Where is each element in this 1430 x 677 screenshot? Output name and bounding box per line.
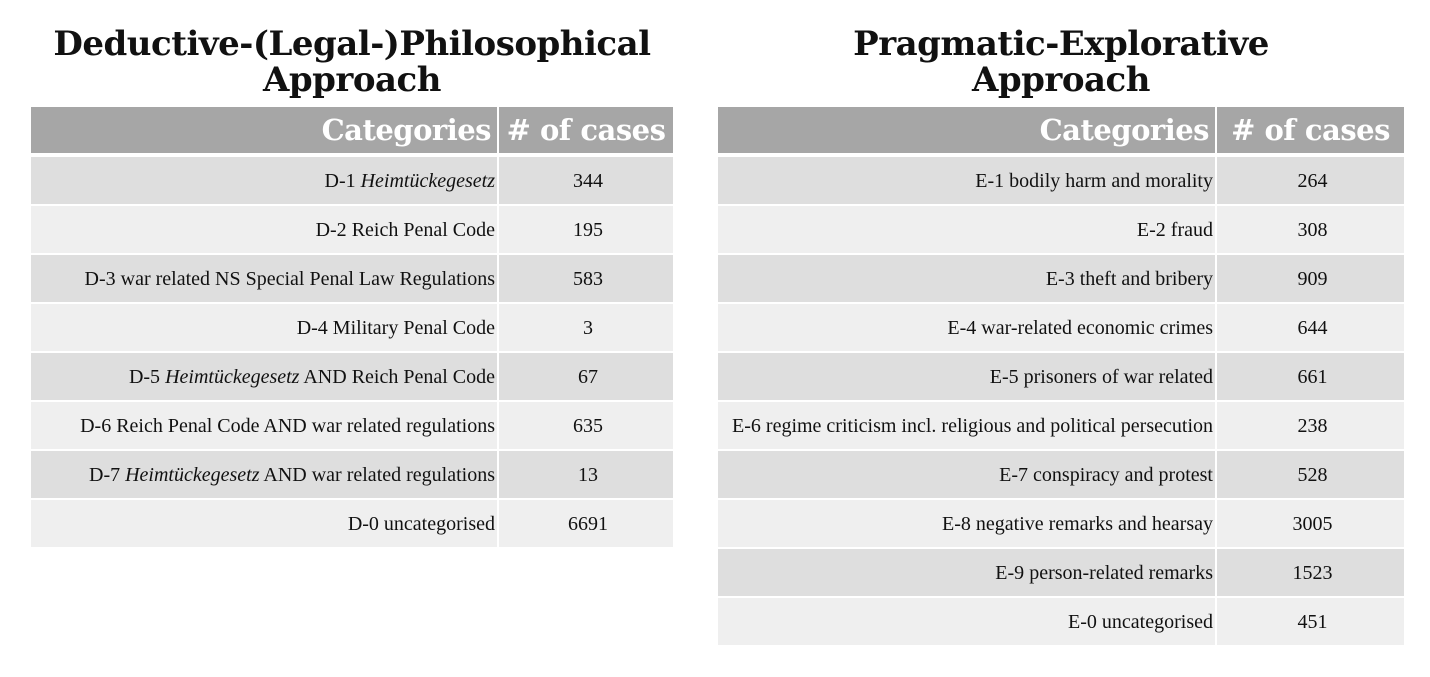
title-line-2: Approach xyxy=(972,60,1150,100)
deductive-table-body xyxy=(31,155,673,548)
category-cell xyxy=(718,303,1216,352)
category-label: Reich Penal Code xyxy=(351,218,495,241)
category-label: AND war related regulations xyxy=(263,463,495,486)
category-label: conspiracy and protest xyxy=(1033,463,1213,486)
category-code: D-2 xyxy=(315,218,347,241)
table-row xyxy=(31,303,673,352)
table-row xyxy=(31,352,673,401)
table-row xyxy=(31,254,673,303)
cases-column-header: # of cases xyxy=(1216,107,1404,155)
category-cell xyxy=(31,254,498,303)
case-count-cell: 6691 xyxy=(498,499,673,548)
table-row xyxy=(31,499,673,548)
case-count-cell: 635 xyxy=(498,401,673,450)
table-row xyxy=(718,254,1404,303)
category-code: E-5 xyxy=(989,365,1019,388)
category-label: war related NS Special Penal Law Regulations xyxy=(120,267,495,290)
categories-column-header: Categories xyxy=(31,107,498,155)
category-cell xyxy=(718,205,1216,254)
categories-column-header: Categories xyxy=(718,107,1216,155)
category-label: uncategorised xyxy=(383,512,495,535)
category-cell xyxy=(31,352,498,401)
category-label: fraud xyxy=(1170,218,1213,241)
category-code: D-1 xyxy=(324,169,356,192)
pragmatic-approach-title xyxy=(718,26,1404,98)
pragmatic-table-body xyxy=(718,155,1404,646)
category-code: E-0 xyxy=(1068,610,1097,633)
table-row xyxy=(718,401,1404,450)
category-cell xyxy=(718,254,1216,303)
case-count-cell: 1523 xyxy=(1216,548,1404,597)
table-header-row xyxy=(31,107,673,155)
table-row xyxy=(718,303,1404,352)
category-cell xyxy=(718,352,1216,401)
table-row xyxy=(718,352,1404,401)
category-law-name: Heimtückegesetz xyxy=(360,169,495,192)
case-count-cell: 451 xyxy=(1216,597,1404,646)
category-code: E-3 xyxy=(1045,267,1075,290)
category-code: E-6 xyxy=(732,414,761,437)
case-count-cell: 661 xyxy=(1216,352,1404,401)
case-count-cell: 238 xyxy=(1216,401,1404,450)
case-count-cell: 13 xyxy=(498,450,673,499)
title-line-1: Pragmatic-Explorative xyxy=(853,24,1269,64)
table-row xyxy=(31,155,673,205)
case-count-cell: 264 xyxy=(1216,155,1404,205)
category-code: D-7 xyxy=(89,463,121,486)
table-row xyxy=(31,205,673,254)
category-cell xyxy=(718,548,1216,597)
category-cell xyxy=(31,155,498,205)
category-cell xyxy=(31,450,498,499)
pragmatic-categories-table xyxy=(718,107,1404,647)
category-code: E-2 xyxy=(1136,218,1166,241)
category-code: E-1 xyxy=(975,169,1005,192)
case-count-cell: 344 xyxy=(498,155,673,205)
category-code: D-3 xyxy=(84,267,116,290)
category-cell xyxy=(718,401,1216,450)
category-code: E-4 xyxy=(947,316,977,339)
case-count-cell: 3 xyxy=(498,303,673,352)
category-cell xyxy=(31,303,498,352)
title-line-1: Deductive-(Legal-)Philosophical xyxy=(53,24,651,64)
case-count-cell: 644 xyxy=(1216,303,1404,352)
category-label: bodily harm and morality xyxy=(1009,169,1213,192)
case-count-cell: 909 xyxy=(1216,254,1404,303)
category-label: war-related economic crimes xyxy=(981,316,1213,339)
category-code: D-4 xyxy=(296,316,328,339)
case-count-cell: 3005 xyxy=(1216,499,1404,548)
category-label: regime criticism incl. religious and political persecution xyxy=(765,414,1213,437)
category-code: D-5 xyxy=(128,365,161,388)
case-count-cell: 528 xyxy=(1216,450,1404,499)
title-line-2: Approach xyxy=(263,60,441,100)
table-header-row xyxy=(718,107,1404,155)
cases-column-header: # of cases xyxy=(498,107,673,155)
category-cell xyxy=(718,155,1216,205)
category-code: D-6 xyxy=(80,414,112,437)
category-label: prisoners of war related xyxy=(1023,365,1213,388)
table-row xyxy=(31,450,673,499)
category-code: E-8 xyxy=(942,512,971,535)
deductive-categories-table xyxy=(31,107,673,549)
category-law-name: Heimtückegesetz xyxy=(125,463,260,486)
case-count-cell: 67 xyxy=(498,352,673,401)
case-count-cell: 195 xyxy=(498,205,673,254)
table-row xyxy=(718,155,1404,205)
category-cell xyxy=(31,401,498,450)
category-label: AND Reich Penal Code xyxy=(303,365,495,388)
category-label: person-related remarks xyxy=(1029,561,1213,584)
category-code: E-9 xyxy=(995,561,1025,584)
deductive-approach-title xyxy=(31,26,673,98)
category-label: theft and bribery xyxy=(1079,267,1213,290)
category-label: Reich Penal Code AND war related regulations xyxy=(116,414,495,437)
table-row xyxy=(718,548,1404,597)
category-cell xyxy=(718,450,1216,499)
table-row xyxy=(718,205,1404,254)
category-law-name: Heimtückegesetz xyxy=(165,365,300,388)
table-row xyxy=(718,499,1404,548)
category-cell xyxy=(718,597,1216,646)
category-cell xyxy=(31,205,498,254)
category-label: negative remarks and hearsay xyxy=(975,512,1213,535)
category-label: uncategorised xyxy=(1101,610,1213,633)
category-code: E-7 xyxy=(999,463,1029,486)
table-row xyxy=(31,401,673,450)
category-cell xyxy=(31,499,498,548)
category-cell xyxy=(718,499,1216,548)
category-label: Military Penal Code xyxy=(332,316,495,339)
category-code: D-0 xyxy=(347,512,379,535)
case-count-cell: 308 xyxy=(1216,205,1404,254)
case-count-cell: 583 xyxy=(498,254,673,303)
table-row xyxy=(718,597,1404,646)
table-row xyxy=(718,450,1404,499)
